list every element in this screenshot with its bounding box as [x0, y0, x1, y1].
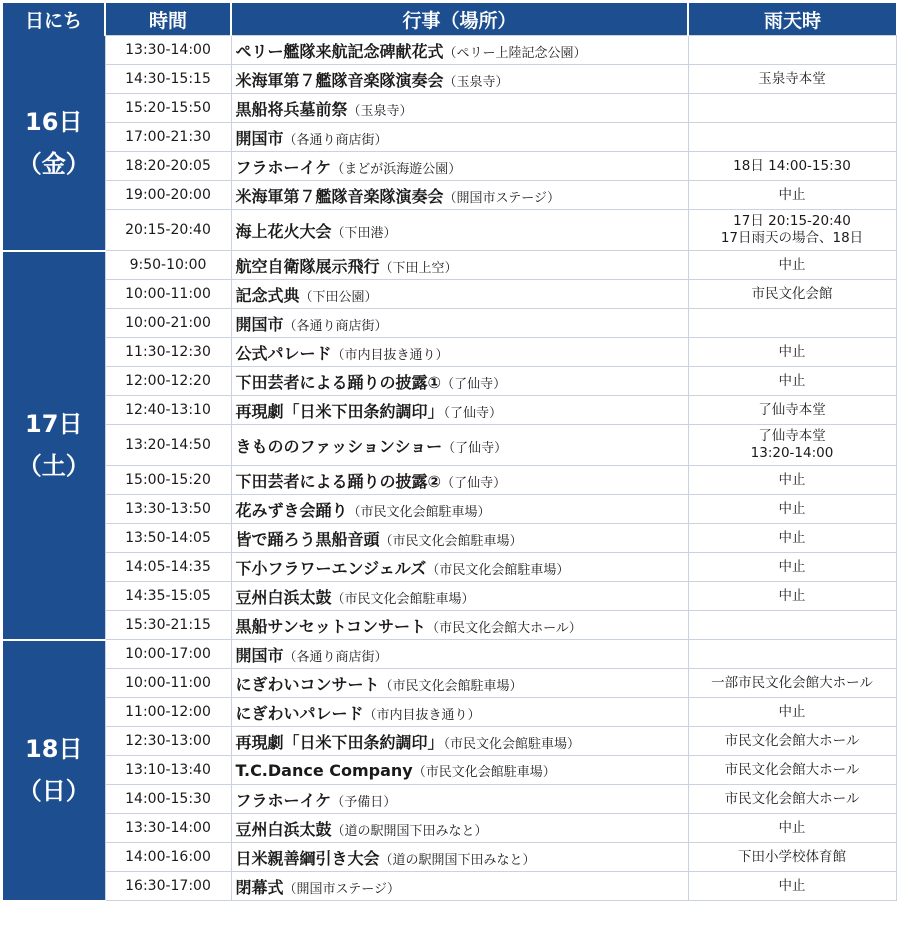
time-cell: 20:15-20:40 — [105, 210, 231, 251]
time-cell: 17:00-21:30 — [105, 123, 231, 152]
table-row — [3, 669, 896, 698]
table-row — [3, 698, 896, 727]
table-row — [3, 425, 896, 466]
rain-cell — [688, 280, 896, 309]
event-place: （開国市ステージ） — [283, 881, 400, 897]
rain-cell — [688, 756, 896, 785]
day-date: 17日 — [25, 410, 83, 438]
rain-cell — [688, 36, 896, 65]
rain-cell — [688, 669, 896, 698]
rain-note: 中止 — [778, 186, 806, 203]
event-name: 米海軍第７艦隊音楽隊演奏会 — [235, 186, 444, 206]
table-row — [3, 396, 896, 425]
table-row — [3, 582, 896, 611]
table-row — [3, 553, 896, 582]
event-cell — [231, 425, 688, 466]
rain-note: 中止 — [778, 529, 806, 546]
time-cell: 10:00-11:00 — [105, 280, 231, 309]
event-cell — [231, 785, 688, 814]
rain-cell — [688, 727, 896, 756]
rain-note: 了仙寺本堂 — [758, 428, 826, 444]
rain-cell — [688, 338, 896, 367]
event-name: 皆で踊ろう黒船音頭 — [235, 529, 380, 549]
header-time: 時間 — [105, 3, 231, 36]
rain-cell — [688, 123, 896, 152]
table-row — [3, 843, 896, 872]
table-row — [3, 94, 896, 123]
event-cell — [231, 727, 688, 756]
rain-cell — [688, 309, 896, 338]
event-cell — [231, 152, 688, 181]
event-name: 花みずき会踊り — [235, 500, 348, 520]
event-place: （市民文化会館駐車場） — [379, 533, 523, 549]
header-event: 行事（場所） — [231, 3, 688, 36]
rain-cell — [688, 65, 896, 94]
day-cell — [3, 36, 105, 251]
rain-note: 中止 — [778, 819, 806, 836]
event-cell — [231, 338, 688, 367]
table-row — [3, 495, 896, 524]
time-cell: 10:00-11:00 — [105, 669, 231, 698]
rain-note: 下田小学校体育館 — [738, 848, 846, 865]
event-place: （了仙寺） — [442, 440, 508, 456]
event-place: （道の駅開国下田みなと） — [331, 823, 488, 839]
event-place: （市内目抜き通り） — [331, 347, 449, 363]
table-row — [3, 640, 896, 669]
event-name: 公式パレード — [235, 343, 332, 363]
event-place: （道の駅開国下田みなと） — [379, 852, 536, 868]
event-cell — [231, 466, 688, 495]
event-cell — [231, 210, 688, 251]
event-place: （各通り商店街） — [283, 132, 388, 148]
event-cell — [231, 309, 688, 338]
event-place: （開国市ステージ） — [443, 190, 560, 206]
rain-note: 中止 — [778, 558, 806, 575]
rain-cell — [688, 367, 896, 396]
table-row — [3, 872, 896, 901]
time-cell: 15:30-21:15 — [105, 611, 231, 640]
event-place: （了仙寺） — [441, 475, 507, 491]
event-name: きもののファッションショー — [235, 436, 443, 456]
event-cell — [231, 181, 688, 210]
time-cell: 11:00-12:00 — [105, 698, 231, 727]
day-date: 18日 — [25, 735, 83, 763]
time-cell: 14:05-14:35 — [105, 553, 231, 582]
event-name: 開国市 — [235, 645, 284, 665]
rain-cell — [688, 396, 896, 425]
event-place: （了仙寺） — [443, 405, 503, 421]
event-name: 開国市 — [235, 314, 284, 334]
event-cell — [231, 669, 688, 698]
time-cell: 15:00-15:20 — [105, 466, 231, 495]
event-place: （下田上空） — [379, 260, 458, 276]
event-name: 航空自衛隊展示飛行 — [235, 256, 380, 276]
event-cell — [231, 280, 688, 309]
event-cell — [231, 65, 688, 94]
event-cell — [231, 611, 688, 640]
time-cell: 14:00-15:30 — [105, 785, 231, 814]
event-name: 再現劇「日米下田条約調印」 — [235, 732, 444, 752]
event-cell — [231, 756, 688, 785]
rain-cell — [688, 495, 896, 524]
rain-cell — [688, 698, 896, 727]
event-place: （市民文化会館駐車場） — [347, 504, 491, 520]
event-name: T.C.Dance Company — [235, 760, 413, 780]
rain-cell — [688, 181, 896, 210]
time-cell: 14:00-16:00 — [105, 843, 231, 872]
event-name: フラホーイケ — [235, 790, 332, 810]
rain-cell — [688, 640, 896, 669]
rain-note: 市民文化会館大ホール — [724, 790, 860, 807]
rain-cell — [688, 553, 896, 582]
day-weekday: （金） — [17, 149, 90, 178]
time-cell: 14:35-15:05 — [105, 582, 231, 611]
time-cell: 9:50-10:00 — [105, 251, 231, 280]
event-cell — [231, 553, 688, 582]
event-cell — [231, 814, 688, 843]
header-day: 日にち — [3, 3, 105, 36]
table-row — [3, 36, 896, 65]
rain-cell — [688, 843, 896, 872]
event-name: 下田芸者による踊りの披露② — [235, 471, 442, 491]
event-place: （予備日） — [331, 794, 397, 810]
time-cell: 12:40-13:10 — [105, 396, 231, 425]
rain-note: 市民文化会館 — [751, 285, 833, 302]
table-row — [3, 524, 896, 553]
event-name: 海上花火大会 — [235, 221, 332, 241]
rain-note: 中止 — [778, 256, 806, 273]
day-cell — [3, 640, 105, 901]
rain-note: 玉泉寺本堂 — [758, 70, 826, 87]
event-name: 日米親善綱引き大会 — [235, 848, 380, 868]
event-place: （了仙寺） — [441, 376, 507, 392]
event-place: （ペリー上陸記念公園） — [443, 45, 587, 61]
rain-note: 中止 — [778, 343, 806, 360]
table-row — [3, 280, 896, 309]
rain-note: 中止 — [778, 471, 806, 488]
event-place: （玉泉寺） — [347, 103, 413, 119]
rain-cell — [688, 582, 896, 611]
event-name: 開国市 — [235, 128, 284, 148]
rain-cell — [688, 466, 896, 495]
event-cell — [231, 396, 688, 425]
event-cell — [231, 640, 688, 669]
time-cell: 12:30-13:00 — [105, 727, 231, 756]
event-name: 米海軍第７艦隊音楽隊演奏会 — [235, 70, 444, 90]
event-cell — [231, 582, 688, 611]
event-name: にぎわいパレード — [235, 703, 364, 723]
table-row — [3, 727, 896, 756]
rain-cell — [688, 785, 896, 814]
day-date: 16日 — [25, 107, 83, 136]
time-cell: 13:30-13:50 — [105, 495, 231, 524]
day-weekday: （土） — [17, 452, 90, 480]
event-name: にぎわいコンサート — [235, 674, 380, 694]
event-place: （下田公園） — [299, 289, 378, 305]
rain-cell — [688, 872, 896, 901]
rain-note: 中止 — [778, 877, 806, 894]
event-name: 再現劇「日米下田条約調印」 — [235, 401, 444, 421]
table-row — [3, 181, 896, 210]
event-cell — [231, 251, 688, 280]
table-row — [3, 756, 896, 785]
header-row — [3, 3, 896, 36]
event-name: ペリー艦隊来航記念碑献花式 — [235, 41, 444, 61]
rain-note: 中止 — [778, 500, 806, 517]
table-row — [3, 814, 896, 843]
rain-cell — [688, 611, 896, 640]
event-place: （各通り商店街） — [283, 649, 388, 665]
rain-note: 市民文化会館大ホール — [724, 732, 860, 749]
rain-cell — [688, 210, 896, 251]
day-weekday: （日） — [17, 777, 90, 805]
rain-note: 中止 — [778, 372, 806, 389]
rain-note: 了仙寺本堂 — [758, 401, 826, 418]
rain-cell — [688, 94, 896, 123]
event-name: 黒船サンセットコンサート — [235, 616, 427, 636]
event-place: （まどが浜海遊公園） — [331, 161, 462, 177]
rain-note: 中止 — [778, 587, 806, 604]
event-place: （市民文化会館駐車場） — [443, 736, 581, 752]
event-name: 豆州白浜太鼓 — [235, 587, 332, 607]
time-cell: 10:00-17:00 — [105, 640, 231, 669]
rain-note: 18日 14:00-15:30 — [733, 157, 851, 174]
table-row — [3, 251, 896, 280]
event-schedule-table — [3, 3, 897, 902]
rain-note-detail: 13:20-14:00 — [750, 445, 834, 461]
time-cell: 14:30-15:15 — [105, 65, 231, 94]
event-place: （市民文化会館駐車場） — [379, 678, 523, 694]
event-cell — [231, 36, 688, 65]
time-cell: 13:10-13:40 — [105, 756, 231, 785]
time-cell: 13:30-14:00 — [105, 814, 231, 843]
event-name: フラホーイケ — [235, 157, 332, 177]
rain-note: 中止 — [778, 703, 806, 720]
event-place: （市民文化会館駐車場） — [331, 591, 475, 607]
event-place: （市民文化会館駐車場） — [412, 764, 556, 780]
event-place: （各通り商店街） — [283, 318, 388, 334]
rain-cell — [688, 425, 896, 466]
event-cell — [231, 524, 688, 553]
event-cell — [231, 872, 688, 901]
rain-note: 一部市民文化会館大ホール — [711, 674, 873, 691]
time-cell: 16:30-17:00 — [105, 872, 231, 901]
table-row — [3, 210, 896, 251]
time-cell: 15:20-15:50 — [105, 94, 231, 123]
event-cell — [231, 698, 688, 727]
rain-cell — [688, 251, 896, 280]
event-place: （市民文化会館大ホール） — [426, 620, 582, 636]
event-name: 下小フラワーエンジェルズ — [235, 558, 427, 578]
table-row — [3, 65, 896, 94]
event-cell — [231, 123, 688, 152]
time-cell: 18:20-20:05 — [105, 152, 231, 181]
event-place: （玉泉寺） — [443, 74, 509, 90]
schedule-body — [3, 36, 896, 901]
table-row — [3, 611, 896, 640]
rain-note: 17日 20:15-20:40 — [733, 213, 851, 229]
day-cell — [3, 251, 105, 640]
table-row — [3, 785, 896, 814]
event-name: 豆州白浜太鼓 — [235, 819, 332, 839]
rain-note: 市民文化会館大ホール — [724, 761, 860, 778]
event-cell — [231, 495, 688, 524]
event-name: 黒船将兵墓前祭 — [235, 99, 348, 119]
event-name: 下田芸者による踊りの披露① — [235, 372, 442, 392]
event-place: （市内目抜き通り） — [363, 707, 481, 723]
time-cell: 13:50-14:05 — [105, 524, 231, 553]
rain-cell — [688, 152, 896, 181]
event-place: （市民文化会館駐車場） — [426, 562, 570, 578]
table-row — [3, 309, 896, 338]
time-cell: 12:00-12:20 — [105, 367, 231, 396]
time-cell: 11:30-12:30 — [105, 338, 231, 367]
event-cell — [231, 367, 688, 396]
table-row — [3, 466, 896, 495]
rain-cell — [688, 524, 896, 553]
event-cell — [231, 843, 688, 872]
table-row — [3, 123, 896, 152]
event-name: 閉幕式 — [235, 877, 284, 897]
time-cell: 10:00-21:00 — [105, 309, 231, 338]
event-place: （下田港） — [331, 225, 397, 241]
event-name: 記念式典 — [235, 285, 300, 305]
time-cell: 19:00-20:00 — [105, 181, 231, 210]
table-row — [3, 367, 896, 396]
time-cell: 13:20-14:50 — [105, 425, 231, 466]
rain-cell — [688, 814, 896, 843]
rain-note-detail: 17日雨天の場合、18日 — [720, 230, 864, 246]
header-rain: 雨天時 — [688, 3, 896, 36]
table-row — [3, 152, 896, 181]
table-row — [3, 338, 896, 367]
time-cell: 13:30-14:00 — [105, 36, 231, 65]
event-cell — [231, 94, 688, 123]
